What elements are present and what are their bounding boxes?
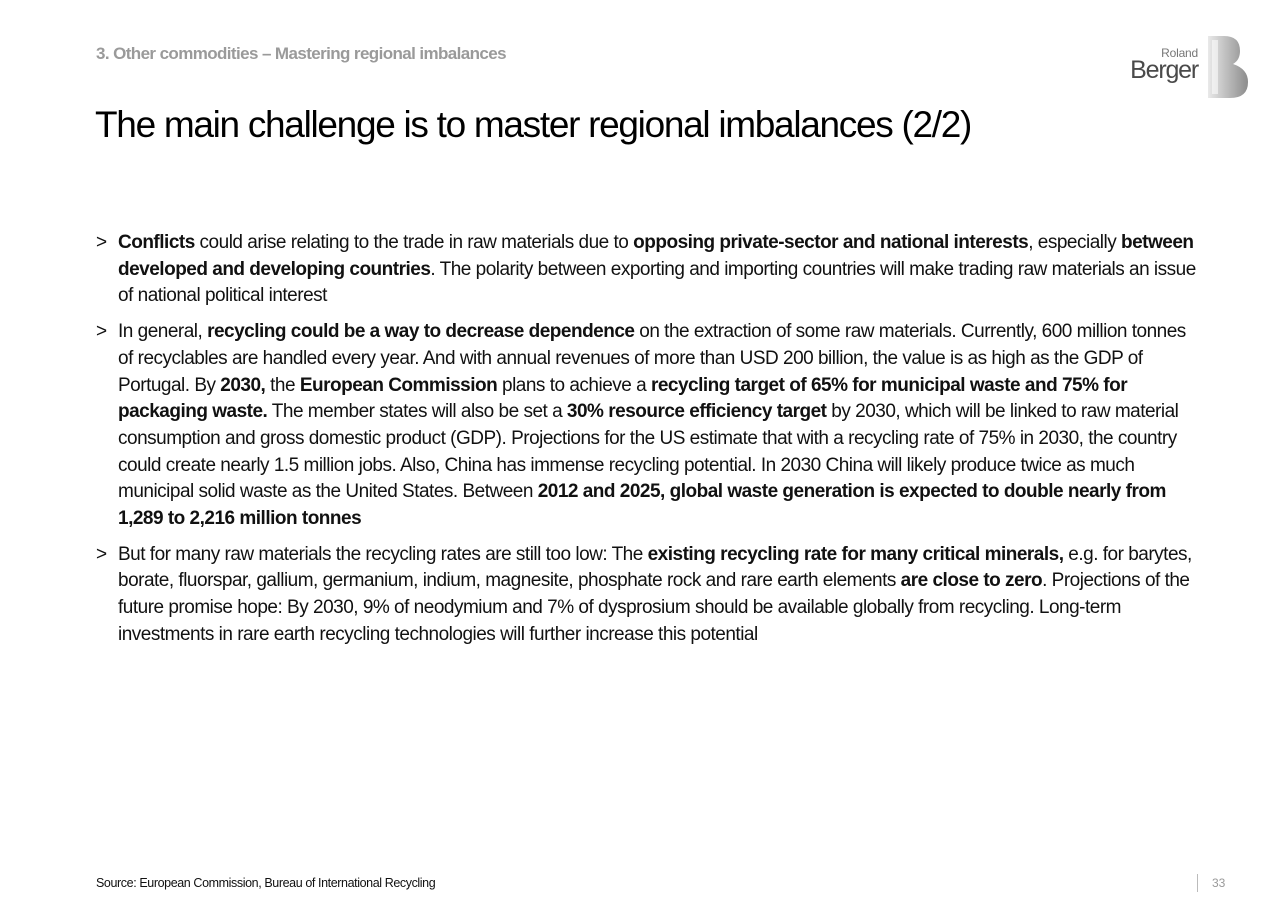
bullet-text: In general, <box>118 321 208 343</box>
bullet-text: e.g. for barytes, borate, fluorspar, gallium, germanium, indium, magnesite, phosphate rock and rare earth elements <box>118 543 1192 592</box>
logo-b-mark-icon <box>1206 36 1252 98</box>
bullet-text: . Projections of the future promise hope: By 2030, 9% of neodymium and 7% of dysprosium should be available globally from recycling. Long-term investments in rare earth recycling technologies will further increase this potential <box>118 570 1190 645</box>
bullet-marker: > <box>96 321 107 343</box>
bullet-item <box>96 542 1196 649</box>
bullet-bold-text: 2030, <box>220 374 266 396</box>
roland-berger-logo <box>1120 36 1252 98</box>
bullet-text: But for many raw materials the recycling rates are still too low: The <box>118 543 648 565</box>
bullet-text: plans to achieve a <box>497 374 651 396</box>
logo-roland-text: Roland <box>1161 46 1198 60</box>
source-note: Source: European Commission, Bureau of International Recycling <box>96 876 436 890</box>
bullet-text: . The polarity between exporting and importing countries will make trading raw materials an issue of national political interest <box>118 258 1196 307</box>
bullet-text: by 2030, which will be linked to raw material consumption and gross domestic product (GDP). Projections for the US estimate that with a recycling rate of 75% in 2030, the country could create nearly 1.5 million jobs. Also, China has immense recycling potential. In 2030 China will likely produce twice as much municipal solid waste as the United States. Between <box>118 401 1179 503</box>
bullet-bold-text: opposing private-sector and national interests <box>633 232 1029 253</box>
bullet-text: on the extraction of some raw materials. Currently, 600 million tonnes of recyclables are handled every year. And with annual revenues of more than USD 200 billion, the value is as high as the GDP of Portugal. By <box>118 321 1186 396</box>
bullet-bold-text: are close to zero <box>900 570 1043 592</box>
bullet-list <box>96 230 1196 658</box>
bullet-item <box>96 319 1196 533</box>
bullet-text: , especially <box>1028 232 1121 253</box>
section-label: 3. Other commodities – Mastering regional imbalances <box>96 44 506 63</box>
bullet-bold-text: between developed and developing countries <box>118 232 1194 280</box>
bullet-marker: > <box>96 543 107 565</box>
logo-berger-text: Berger <box>1130 56 1198 84</box>
bullet-bold-text: Conflicts <box>118 232 195 253</box>
bullet-bold-text: 2012 and 2025, global waste generation is expected to double nearly from 1,289 to 2,216 million tonnes <box>118 481 1166 530</box>
bullet-bold-text: recycling target of 65% for municipal waste and 75% for packaging waste. <box>118 374 1128 423</box>
bullet-bold-text: existing recycling rate for many critical minerals, <box>647 543 1064 565</box>
page-number: 33 <box>1212 876 1226 890</box>
bullet-text: The member states will also be set a <box>267 401 567 423</box>
bullet-marker: > <box>96 232 107 253</box>
bullet-text: the <box>265 374 300 396</box>
footer-divider <box>1197 874 1198 892</box>
bullet-bold-text: recycling could be a way to decrease dependence <box>207 321 635 343</box>
bullet-text: could arise relating to the trade in raw materials due to <box>194 232 634 253</box>
bullet-bold-text: European Commission <box>299 374 498 396</box>
bullet-bold-text: 30% resource efficiency target <box>566 401 827 423</box>
bullet-item <box>96 230 1196 310</box>
page-title: The main challenge is to master regional imbalances (2/2) <box>95 104 972 145</box>
